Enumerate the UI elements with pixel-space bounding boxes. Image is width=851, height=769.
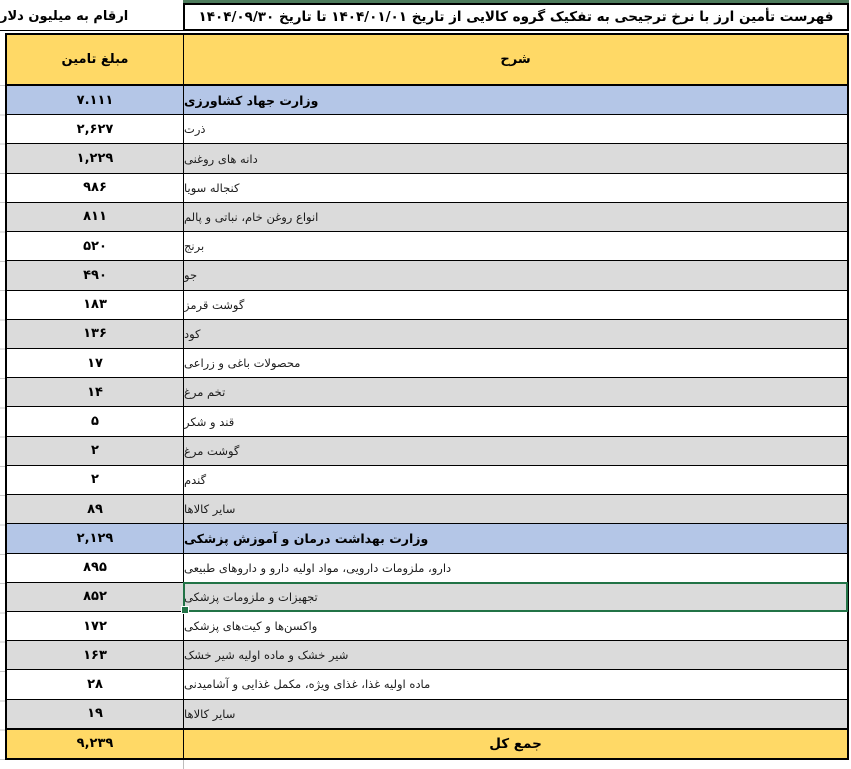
description-cell[interactable]: کنجاله سویا <box>184 180 240 195</box>
table-row <box>7 261 847 290</box>
description-cell[interactable]: برنج <box>184 239 205 254</box>
amount-cell[interactable]: ۲,۱۲۹ <box>7 524 184 552</box>
description-cell[interactable]: سایر کالاها <box>184 706 236 721</box>
description-cell[interactable]: دارو، ملزومات دارویی، مواد اولیه دارو و داروهای طبیعی <box>184 560 452 575</box>
amount-cell[interactable]: ۵ <box>7 407 184 435</box>
table-row <box>7 203 847 232</box>
table-row <box>7 232 847 261</box>
description-cell[interactable]: جو <box>184 268 198 283</box>
amount-cell[interactable]: ۱۶۳ <box>7 641 184 669</box>
description-cell[interactable]: سایر کالاها <box>184 502 236 517</box>
table-row <box>7 407 847 436</box>
amount-cell[interactable]: ۲,۶۲۷ <box>7 115 184 143</box>
amount-cell[interactable]: ۱۷ <box>7 349 184 377</box>
table-row <box>7 495 847 524</box>
description-cell[interactable]: گندم <box>184 472 207 487</box>
amount-cell[interactable]: ۱۳۶ <box>7 320 184 348</box>
amount-column-header[interactable] <box>7 35 184 84</box>
amount-cell[interactable]: ۱۸۳ <box>7 291 184 319</box>
amount-cell[interactable]: ۹,۲۳۹ <box>7 730 184 758</box>
table-row <box>7 466 847 495</box>
description-cell[interactable]: دانه های روغنی <box>184 151 258 166</box>
amount-cell[interactable]: ۱,۲۲۹ <box>7 144 184 172</box>
description-column-header[interactable] <box>184 35 847 84</box>
description-column-label: شرح <box>500 52 531 67</box>
units-note: ارقام به میلیون دلار <box>0 3 183 31</box>
description-cell[interactable]: محصولات باغی و زراعی <box>184 356 301 371</box>
table-row <box>7 583 847 612</box>
amount-cell[interactable]: ۸۱۱ <box>7 203 184 231</box>
description-cell[interactable]: ماده اولیه غذا، غذای ویژه، مکمل غذایی و آشامیدنی <box>184 677 431 692</box>
description-cell[interactable]: ذرت <box>184 122 206 137</box>
table-row <box>7 554 847 583</box>
description-cell[interactable]: جمع کل <box>489 735 542 752</box>
description-cell[interactable]: شیر خشک و ماده اولیه شیر خشک <box>184 648 349 663</box>
description-cell[interactable]: کود <box>184 326 201 341</box>
table-body <box>5 86 849 760</box>
description-cell[interactable]: تجهیزات و ملزومات پزشکی <box>184 583 847 611</box>
gridline-stub <box>183 760 184 769</box>
description-cell[interactable]: گوشت قرمز <box>184 297 245 312</box>
selection-outline <box>183 582 848 612</box>
table-row <box>7 437 847 466</box>
table-row <box>7 86 847 115</box>
description-cell[interactable]: واکسن‌ها و کیت‌های پزشکی <box>184 619 318 634</box>
amount-cell[interactable]: ۵۲۰ <box>7 232 184 260</box>
table-row <box>7 641 847 670</box>
amount-cell[interactable]: ۱۴ <box>7 378 184 406</box>
table-row <box>7 115 847 144</box>
description-cell[interactable]: تخم مرغ <box>184 385 226 400</box>
amount-cell[interactable]: ۲۸ <box>7 670 184 698</box>
table-header-row <box>5 33 849 86</box>
amount-cell[interactable]: ۸۹ <box>7 495 184 523</box>
amount-column-label: مبلغ تامین <box>61 52 129 67</box>
description-cell[interactable]: گوشت مرغ <box>184 443 240 458</box>
amount-cell[interactable]: ۸۵۲ <box>7 583 184 611</box>
table-row <box>7 174 847 203</box>
amount-cell[interactable]: ۲ <box>7 466 184 494</box>
amount-cell[interactable]: ۱۹ <box>7 700 184 728</box>
table-row <box>7 524 847 553</box>
report-title[interactable]: فهرست تأمین ارز با نرخ ترجیحی به تفکیک گروه کالایی از تاریخ ۱۴۰۴/۰۱/۰۱ تا تاریخ ۱۴۰۴/۰۹/۳۰ <box>183 3 849 31</box>
description-cell[interactable]: قند و شکر <box>184 414 235 429</box>
description-cell[interactable]: انواع روغن خام، نباتی و پالم <box>184 209 319 224</box>
table-row <box>7 700 847 728</box>
table-row <box>7 728 847 758</box>
amount-cell[interactable]: ۱۷۲ <box>7 612 184 640</box>
amount-cell[interactable]: ۲ <box>7 437 184 465</box>
amount-cell[interactable]: ۷.۱۱۱ <box>7 86 184 114</box>
table-row <box>7 612 847 641</box>
table-row <box>7 291 847 320</box>
description-cell[interactable]: وزارت جهاد کشاورزی <box>184 92 319 108</box>
table-row <box>7 349 847 378</box>
description-cell[interactable]: وزارت بهداشت درمان و آموزش پزشکی <box>184 530 429 546</box>
table-row <box>7 670 847 699</box>
table-row <box>7 320 847 349</box>
amount-cell[interactable]: ۹۸۶ <box>7 174 184 202</box>
amount-cell[interactable]: ۴۹۰ <box>7 261 184 289</box>
table-row <box>7 378 847 407</box>
amount-cell[interactable]: ۸۹۵ <box>7 554 184 582</box>
table-row <box>7 144 847 173</box>
